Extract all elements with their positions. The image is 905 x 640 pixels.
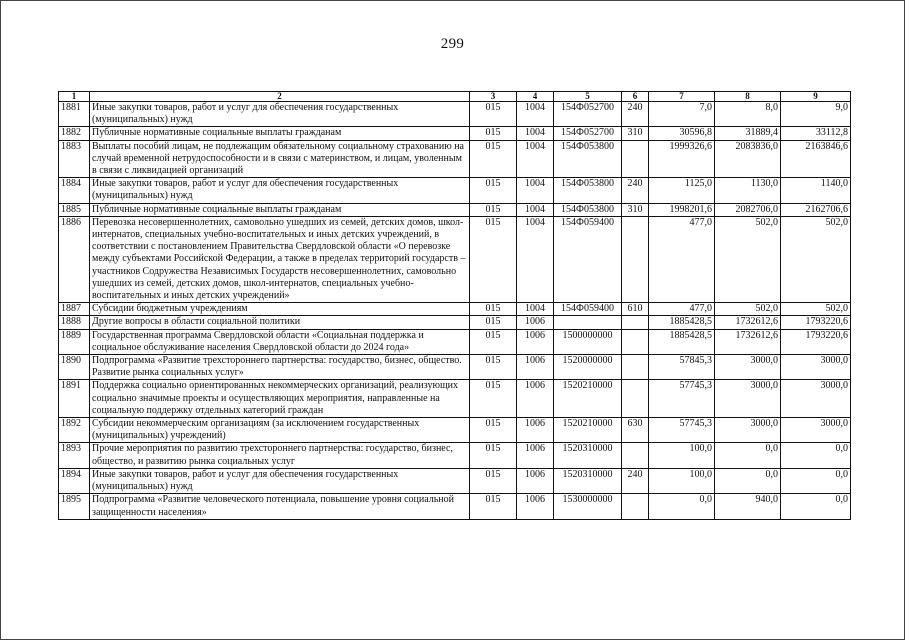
row-name-cell: Государственная программа Свердловской области «Социальная поддержка и социальное обслуживание населения Свердловской области до 2024 года» [90, 329, 470, 354]
amount-cell: 1885428,5 [649, 316, 715, 329]
amount-cell: 3000,0 [781, 418, 851, 443]
amount-cell: 0,0 [781, 468, 851, 493]
amount-cell: 1732612,6 [715, 329, 781, 354]
table-row [59, 127, 851, 140]
row-name-cell: Публичные нормативные социальные выплаты гражданам [90, 203, 470, 216]
target-article-cell: 1520210000 [554, 380, 622, 418]
header-row [59, 92, 851, 102]
amount-cell: 57745,3 [649, 380, 715, 418]
column-header: 2 [90, 92, 470, 102]
amount-cell: 2162706,6 [781, 203, 851, 216]
expense-type-cell [622, 443, 649, 468]
table-row [59, 468, 851, 493]
budget-table [58, 91, 851, 520]
row-name-cell: Подпрограмма «Развитие трехстороннего партнерства: государство, бизнес, общество. Развитие рынка социальных услуг» [90, 355, 470, 380]
section-code-cell: 1004 [517, 102, 554, 127]
expense-type-cell: 610 [622, 303, 649, 316]
column-header: 5 [554, 92, 622, 102]
table-row [59, 102, 851, 127]
admin-code-cell: 015 [470, 329, 517, 354]
row-name-cell: Перевозка несовершеннолетних, самовольно ушедших из семей, детских домов, школ-интернатов, специальных учебно-воспитательных и иных детских учреждений, в соответствии с постановлением Правительства Свердловской области «О перевозке между субъектами Российской Федерации, а также в пределах территорий государств – участников Содружества Независимых Государств несовершеннолетних, самовольно ушедших из семей, детских домов, школ-интернатов, специальных учебно-воспитательных и иных детских учреждений» [90, 216, 470, 302]
table-row [59, 380, 851, 418]
column-header: 7 [649, 92, 715, 102]
amount-cell: 1140,0 [781, 178, 851, 203]
table-row [59, 203, 851, 216]
row-number-cell: 1883 [59, 140, 90, 178]
row-name-cell: Другие вопросы в области социальной политики [90, 316, 470, 329]
amount-cell: 0,0 [715, 468, 781, 493]
amount-cell: 3000,0 [781, 355, 851, 380]
section-code-cell: 1006 [517, 418, 554, 443]
row-number-cell: 1894 [59, 468, 90, 493]
section-code-cell: 1006 [517, 494, 554, 519]
section-code-cell: 1006 [517, 443, 554, 468]
amount-cell: 1885428,5 [649, 329, 715, 354]
target-article-cell: 1520000000 [554, 355, 622, 380]
table-row [59, 140, 851, 178]
row-name-cell: Субсидии бюджетным учреждениям [90, 303, 470, 316]
amount-cell: 8,0 [715, 102, 781, 127]
amount-cell: 3000,0 [715, 355, 781, 380]
amount-cell: 2163846,6 [781, 140, 851, 178]
amount-cell: 100,0 [649, 443, 715, 468]
amount-cell: 1793220,6 [781, 329, 851, 354]
table-row [59, 303, 851, 316]
target-article-cell: 1520210000 [554, 418, 622, 443]
target-article-cell: 1500000000 [554, 329, 622, 354]
table-row [59, 216, 851, 302]
table-header [59, 92, 851, 102]
target-article-cell: 154Ф052700 [554, 102, 622, 127]
amount-cell: 2083836,0 [715, 140, 781, 178]
expense-type-cell: 240 [622, 178, 649, 203]
column-header: 3 [470, 92, 517, 102]
table-row [59, 355, 851, 380]
row-number-cell: 1881 [59, 102, 90, 127]
amount-cell: 1999326,6 [649, 140, 715, 178]
table-row [59, 418, 851, 443]
amount-cell: 0,0 [649, 494, 715, 519]
amount-cell: 100,0 [649, 468, 715, 493]
amount-cell: 502,0 [781, 216, 851, 302]
row-number-cell: 1895 [59, 494, 90, 519]
row-number-cell: 1888 [59, 316, 90, 329]
amount-cell: 1998201,6 [649, 203, 715, 216]
target-article-cell: 154Ф053800 [554, 203, 622, 216]
row-name-cell: Поддержка социально ориентированных некоммерческих организаций, реализующих социально значимые проекты и осуществляющих мероприятия, направленные на социальную поддержку отдельных категорий граждан [90, 380, 470, 418]
target-article-cell: 1520310000 [554, 468, 622, 493]
admin-code-cell: 015 [470, 418, 517, 443]
row-name-cell: Выплаты пособий лицам, не подлежащим обязательному социальному страхованию на случай временной нетрудоспособности и в связи с материнством, и лицам, уволенным в связи с ликвидацией организаций [90, 140, 470, 178]
expense-type-cell [622, 494, 649, 519]
expense-type-cell [622, 355, 649, 380]
column-header: 6 [622, 92, 649, 102]
admin-code-cell: 015 [470, 216, 517, 302]
amount-cell: 3000,0 [715, 380, 781, 418]
admin-code-cell: 015 [470, 140, 517, 178]
amount-cell: 1793220,6 [781, 316, 851, 329]
amount-cell: 1125,0 [649, 178, 715, 203]
target-article-cell: 154Ф053800 [554, 140, 622, 178]
table-row [59, 178, 851, 203]
section-code-cell: 1004 [517, 140, 554, 178]
section-code-cell: 1006 [517, 468, 554, 493]
expense-type-cell [622, 316, 649, 329]
section-code-cell: 1004 [517, 127, 554, 140]
expense-type-cell [622, 216, 649, 302]
amount-cell: 477,0 [649, 303, 715, 316]
amount-cell: 33112,8 [781, 127, 851, 140]
amount-cell: 57845,3 [649, 355, 715, 380]
row-number-cell: 1886 [59, 216, 90, 302]
target-article-cell: 154Ф059400 [554, 303, 622, 316]
admin-code-cell: 015 [470, 494, 517, 519]
column-header: 1 [59, 92, 90, 102]
section-code-cell: 1006 [517, 329, 554, 354]
admin-code-cell: 015 [470, 443, 517, 468]
section-code-cell: 1004 [517, 303, 554, 316]
row-name-cell: Иные закупки товаров, работ и услуг для обеспечения государственных (муниципальных) нужд [90, 102, 470, 127]
table-row [59, 494, 851, 519]
row-name-cell: Субсидии некоммерческим организациям (за исключением государственных (муниципальных) учреждений) [90, 418, 470, 443]
expense-type-cell: 310 [622, 127, 649, 140]
admin-code-cell: 015 [470, 380, 517, 418]
amount-cell: 502,0 [715, 303, 781, 316]
row-name-cell: Прочие мероприятия по развитию трехстороннего партнерства: государство, бизнес, общество, и развитию рынка социальных услуг [90, 443, 470, 468]
amount-cell: 30596,8 [649, 127, 715, 140]
amount-cell: 502,0 [781, 303, 851, 316]
amount-cell: 1130,0 [715, 178, 781, 203]
amount-cell: 502,0 [715, 216, 781, 302]
admin-code-cell: 015 [470, 102, 517, 127]
expense-type-cell: 310 [622, 203, 649, 216]
target-article-cell: 154Ф053800 [554, 178, 622, 203]
row-number-cell: 1884 [59, 178, 90, 203]
amount-cell: 0,0 [781, 494, 851, 519]
amount-cell: 940,0 [715, 494, 781, 519]
column-header: 9 [781, 92, 851, 102]
admin-code-cell: 015 [470, 127, 517, 140]
amount-cell: 0,0 [715, 443, 781, 468]
row-number-cell: 1889 [59, 329, 90, 354]
column-header: 8 [715, 92, 781, 102]
table-body [59, 102, 851, 520]
amount-cell: 3000,0 [781, 380, 851, 418]
amount-cell: 2082706,0 [715, 203, 781, 216]
amount-cell: 1732612,6 [715, 316, 781, 329]
section-code-cell: 1006 [517, 380, 554, 418]
amount-cell: 0,0 [781, 443, 851, 468]
expense-type-cell: 240 [622, 102, 649, 127]
target-article-cell: 1530000000 [554, 494, 622, 519]
row-number-cell: 1887 [59, 303, 90, 316]
row-number-cell: 1891 [59, 380, 90, 418]
amount-cell: 9,0 [781, 102, 851, 127]
section-code-cell: 1004 [517, 178, 554, 203]
row-number-cell: 1893 [59, 443, 90, 468]
expense-type-cell: 630 [622, 418, 649, 443]
row-number-cell: 1885 [59, 203, 90, 216]
expense-type-cell [622, 329, 649, 354]
table-row [59, 443, 851, 468]
section-code-cell: 1006 [517, 316, 554, 329]
target-article-cell: 154Ф059400 [554, 216, 622, 302]
section-code-cell: 1004 [517, 216, 554, 302]
admin-code-cell: 015 [470, 316, 517, 329]
table-row [59, 329, 851, 354]
section-code-cell: 1006 [517, 355, 554, 380]
row-name-cell: Иные закупки товаров, работ и услуг для обеспечения государственных (муниципальных) нужд [90, 178, 470, 203]
expense-type-cell [622, 380, 649, 418]
amount-cell: 477,0 [649, 216, 715, 302]
table-row [59, 316, 851, 329]
amount-cell: 7,0 [649, 102, 715, 127]
admin-code-cell: 015 [470, 303, 517, 316]
amount-cell: 3000,0 [715, 418, 781, 443]
target-article-cell [554, 316, 622, 329]
target-article-cell: 1520310000 [554, 443, 622, 468]
page-number: 299 [440, 36, 465, 52]
row-number-cell: 1890 [59, 355, 90, 380]
column-header: 4 [517, 92, 554, 102]
admin-code-cell: 015 [470, 178, 517, 203]
amount-cell: 57745,3 [649, 418, 715, 443]
admin-code-cell: 015 [470, 468, 517, 493]
row-number-cell: 1882 [59, 127, 90, 140]
expense-type-cell: 240 [622, 468, 649, 493]
target-article-cell: 154Ф052700 [554, 127, 622, 140]
amount-cell: 31889,4 [715, 127, 781, 140]
expense-type-cell [622, 140, 649, 178]
admin-code-cell: 015 [470, 203, 517, 216]
row-name-cell: Иные закупки товаров, работ и услуг для обеспечения государственных (муниципальных) нужд [90, 468, 470, 493]
admin-code-cell: 015 [470, 355, 517, 380]
section-code-cell: 1004 [517, 203, 554, 216]
row-name-cell: Публичные нормативные социальные выплаты гражданам [90, 127, 470, 140]
row-number-cell: 1892 [59, 418, 90, 443]
row-name-cell: Подпрограмма «Развитие человеческого потенциала, повышение уровня социальной защищенности населения» [90, 494, 470, 519]
